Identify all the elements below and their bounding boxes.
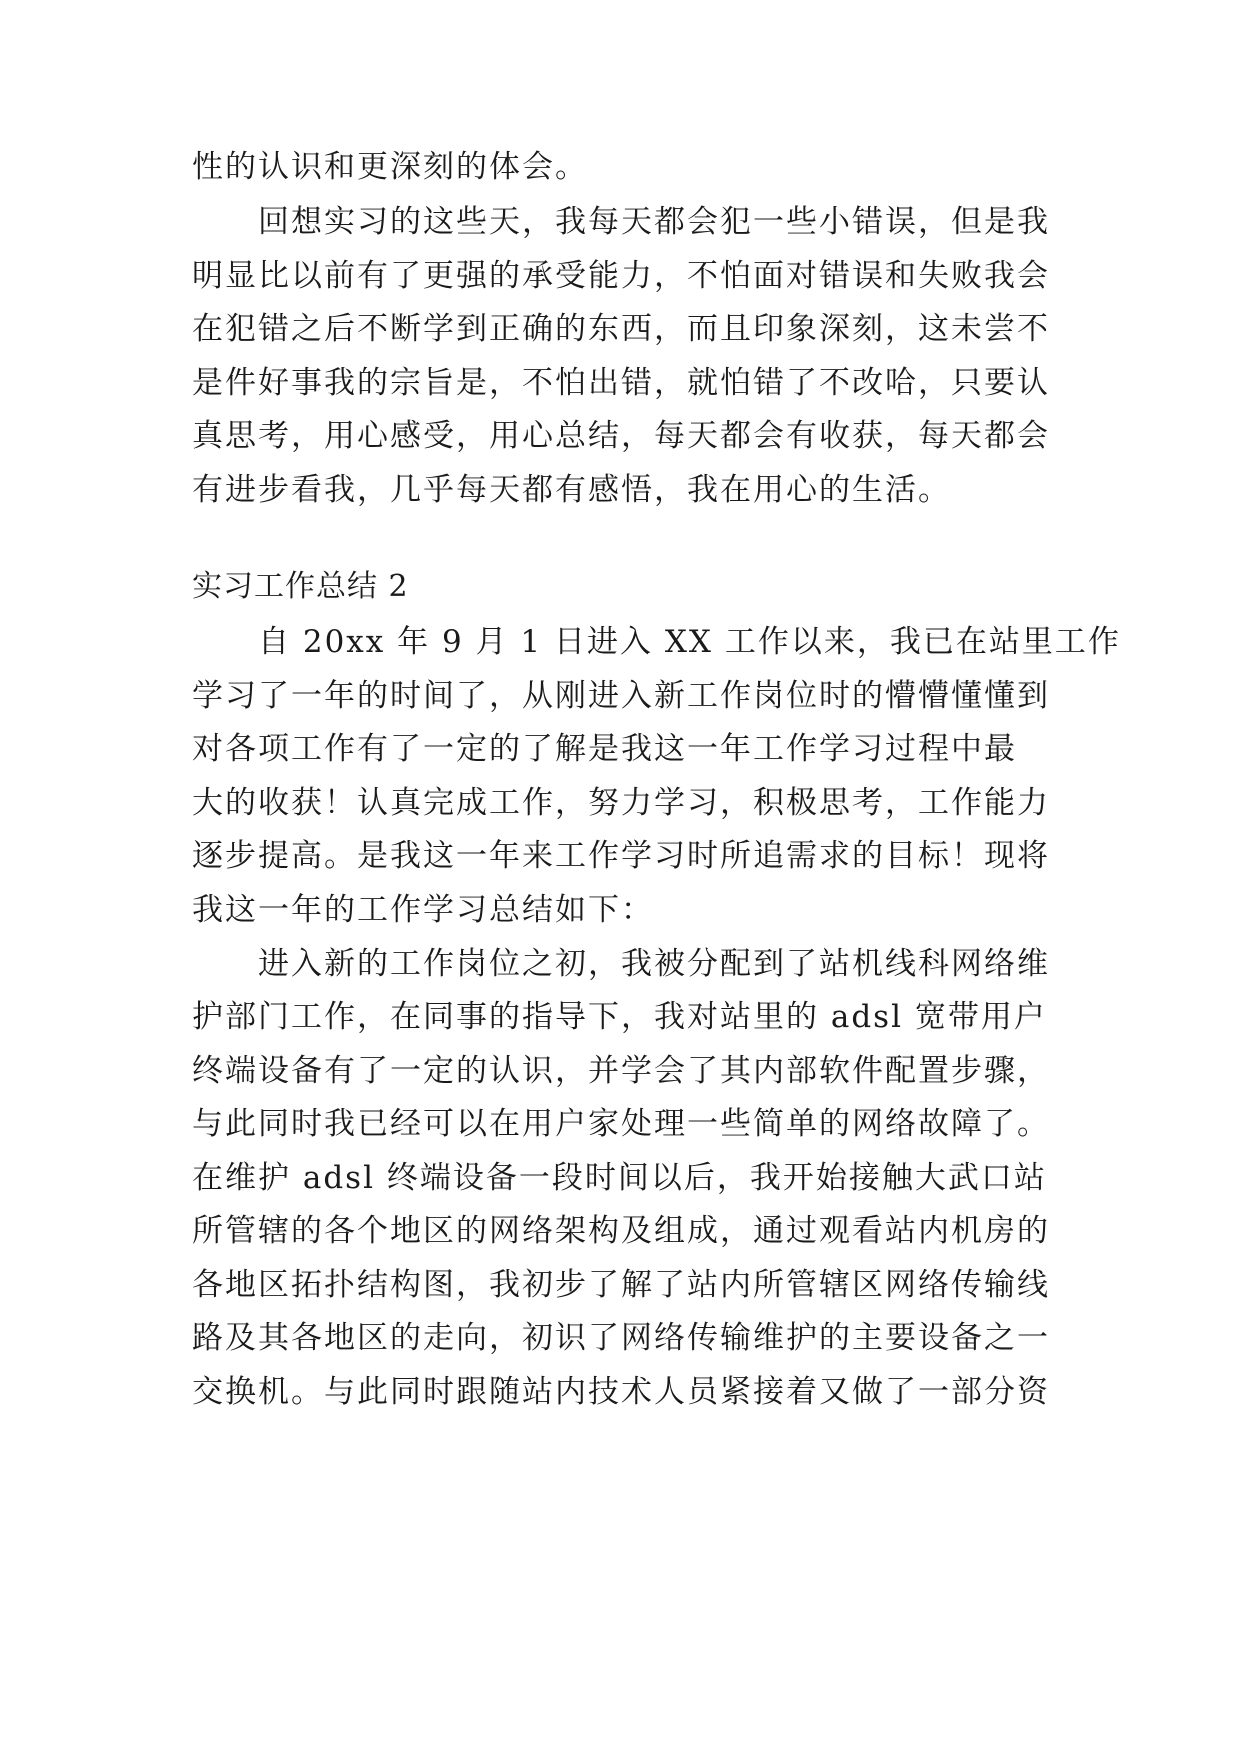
text-line: 与此同时我已经可以在用户家处理一些简单的网络故障了。 [192,1106,1050,1142]
text-line: 明显比以前有了更强的承受能力，不怕面对错误和失败我会 [192,258,1050,294]
text-line: 所管辖的各个地区的网络架构及组成，通过观看站内机房的 [192,1213,1050,1249]
text-line: 是件好事我的宗旨是，不怕出错，就怕错了不改哈，只要认 [192,365,1050,401]
text-line: 学习了一年的时间了，从刚进入新工作岗位时的懵懵懂懂到 [192,678,1050,714]
text-line: 性的认识和更深刻的体会。 [192,149,588,185]
section-heading: 实习工作总结 2 [192,569,409,604]
text-line: 大的收获！认真完成工作，努力学习，积极思考，工作能力 [192,785,1050,821]
text-line: 真思考，用心感受，用心总结，每天都会有收获，每天都会 [192,418,1050,454]
text-line: 在维护 adsl 终端设备一段时间以后，我开始接触大武口站 [192,1160,1047,1196]
text-line: 终端设备有了一定的认识，并学会了其内部软件配置步骤， [192,1053,1050,1089]
text-line: 进入新的工作岗位之初，我被分配到了站机线科网络维 [258,946,1050,982]
text-line: 在犯错之后不断学到正确的东西，而且印象深刻，这未尝不 [192,311,1050,347]
text-line: 对各项工作有了一定的了解是我这一年工作学习过程中最 [192,731,1017,767]
text-line: 有进步看我，几乎每天都有感悟，我在用心的生活。 [192,472,951,508]
text-line: 护部门工作，在同事的指导下，我对站里的 adsl 宽带用户 [192,999,1047,1035]
text-line: 逐步提高。是我这一年来工作学习时所追需求的目标！现将 [192,838,1050,874]
text-line: 路及其各地区的走向，初识了网络传输维护的主要设备之一 [192,1320,1050,1356]
text-line: 回想实习的这些天，我每天都会犯一些小错误，但是我 [258,204,1050,240]
text-line: 我这一年的工作学习总结如下： [192,892,654,928]
text-line: 各地区拓扑结构图，我初步了解了站内所管辖区网络传输线 [192,1267,1050,1303]
text-line: 自 20xx 年 9 月 1 日进入 XX 工作以来，我已在站里工作 [258,624,1121,660]
text-line: 交换机。与此同时跟随站内技术人员紧接着又做了一部分资 [192,1374,1050,1410]
